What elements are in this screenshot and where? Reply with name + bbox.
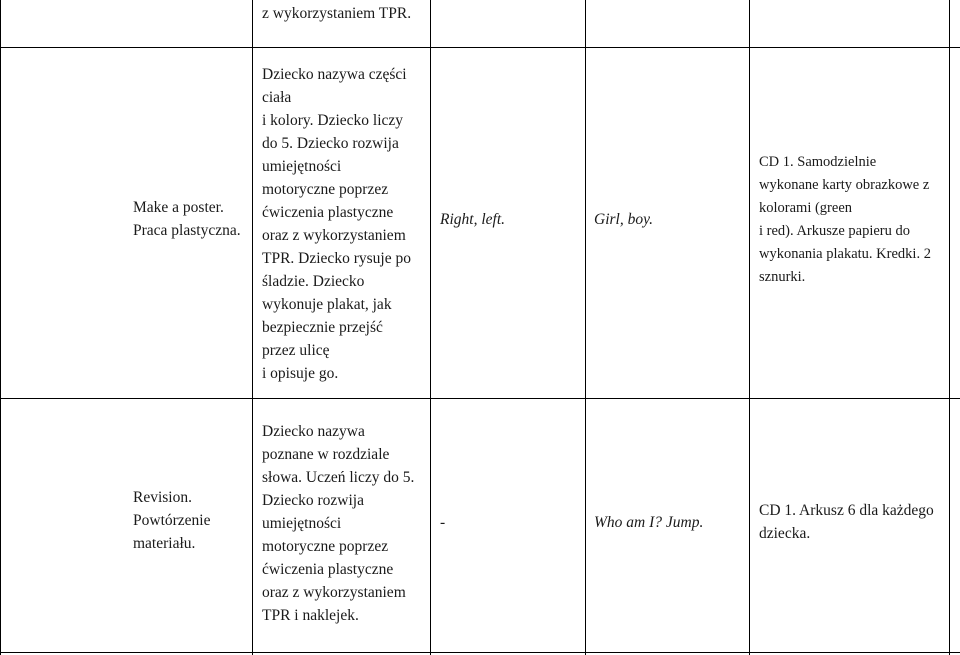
structures-text: - (440, 514, 446, 531)
goals-line: poznane w rozdziale (262, 446, 390, 463)
goals-line: Dziecko nazywa części (262, 66, 407, 83)
column-divider (430, 0, 431, 655)
goals-line: ciała (262, 89, 292, 106)
column-divider (749, 0, 750, 655)
row-divider (0, 47, 960, 48)
topic-line: Praca plastyczna. (133, 222, 241, 239)
goals-line: Dziecko rozwija (262, 492, 364, 509)
materials-line: sznurki. (759, 269, 806, 285)
topic-line: Make a poster. (133, 199, 224, 216)
goals-line: TPR. Dziecko rysuje po (262, 250, 411, 267)
materials-line: kolorami (green (759, 200, 853, 216)
structures-text: Right, left. (440, 211, 506, 228)
column-divider (585, 0, 586, 655)
goals-line: i opisuje go. (262, 365, 339, 382)
materials-line: CD 1. Arkusz 6 dla każdego (759, 502, 934, 519)
topic-line: Powtórzenie (133, 512, 211, 529)
goals-line: wykonuje plakat, jak (262, 296, 392, 313)
goals-line: bezpiecznie przejść (262, 319, 383, 336)
goals-line: umiejętności (262, 158, 342, 175)
goals-line: TPR i naklejek. (262, 607, 359, 624)
row-divider (0, 398, 960, 399)
vocabulary-text: Girl, boy. (594, 211, 653, 228)
topic-cell (133, 486, 210, 555)
goals-line: oraz z wykorzystaniem (262, 584, 406, 601)
vocabulary-cell (594, 208, 653, 231)
topic-line: Revision. (133, 489, 192, 506)
table-border-left (0, 0, 1, 655)
goals-line: do 5. Dziecko rozwija (262, 135, 399, 152)
materials-cell (759, 499, 934, 545)
goals-line: ćwiczenia plastyczne (262, 204, 394, 221)
topic-cell (133, 196, 241, 242)
goals-line: przez ulicę (262, 342, 330, 359)
materials-line: dziecka. (759, 525, 811, 542)
column-divider (252, 0, 253, 655)
goals-line: śladzie. Dziecko (262, 273, 365, 290)
materials-line: CD 1. Samodzielnie (759, 154, 877, 170)
column-divider (949, 0, 950, 655)
structures-cell (440, 208, 505, 231)
materials-cell (759, 151, 931, 289)
goals-line: umiejętności (262, 515, 342, 532)
goals-line: oraz z wykorzystaniem (262, 227, 406, 244)
vocabulary-text: Who am I? Jump. (594, 514, 704, 531)
goals-line: i kolory. Dziecko liczy (262, 112, 404, 129)
topic-line: materiału. (133, 535, 196, 552)
goals-line: Dziecko nazywa (262, 423, 365, 440)
goals-line: ćwiczenia plastyczne (262, 561, 394, 578)
goals-line: słowa. Uczeń liczy do 5. (262, 469, 415, 486)
goals-line: motoryczne poprzez (262, 538, 389, 555)
materials-line: wykonane karty obrazkowe z (759, 177, 930, 193)
materials-line: wykonania plakatu. Kredki. 2 (759, 246, 931, 262)
goals-cell (262, 420, 414, 627)
structures-cell (440, 511, 445, 534)
goals-line: motoryczne poprzez (262, 181, 389, 198)
vocabulary-cell (594, 511, 703, 534)
table-border-bottom (0, 652, 960, 653)
goals-cell (262, 63, 411, 385)
materials-line: i red). Arkusze papieru do (759, 223, 910, 239)
goals-cell (262, 2, 411, 25)
goals-line: z wykorzystaniem TPR. (262, 5, 412, 22)
